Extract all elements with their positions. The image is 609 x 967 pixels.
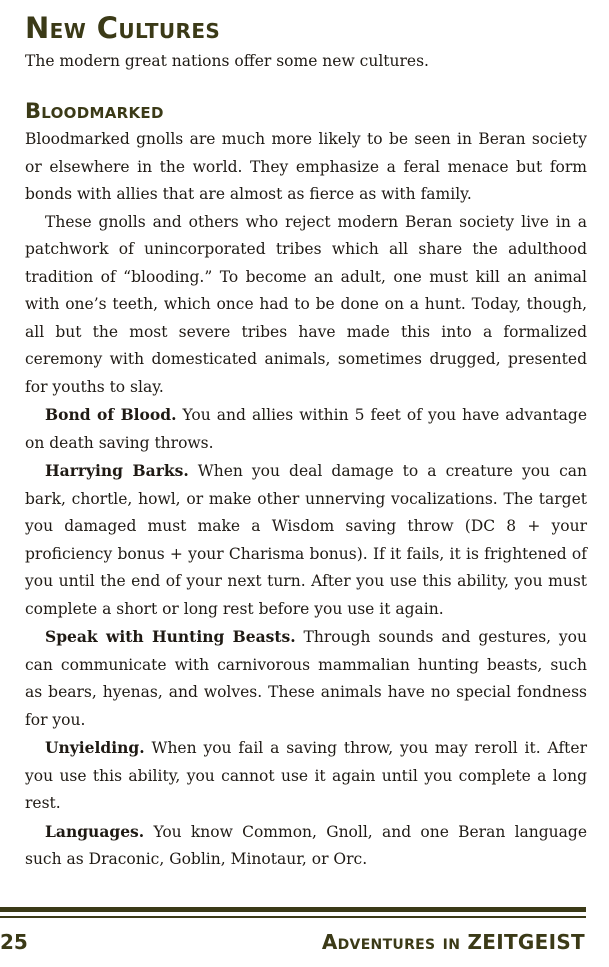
feature-speak-with-hunting-beasts <box>25 623 587 734</box>
feature-bond-of-blood <box>25 401 587 457</box>
section-intro: The modern great nations offer some new cultures. <box>25 52 429 70</box>
footer-rule <box>0 907 586 918</box>
feature-languages <box>25 818 587 874</box>
feature-unyielding <box>25 734 587 818</box>
feature-name: Harrying Barks. <box>45 461 189 480</box>
subsection-title: Bloodmarked <box>25 99 164 123</box>
feature-name: Speak with Hunting Beasts. <box>45 627 296 646</box>
feature-text: When you fail a saving throw, you may reroll it. After you use this ability, you cannot use it again until you complete a long rest. <box>25 739 587 812</box>
page-number: 25 <box>0 930 28 954</box>
page-content <box>25 10 587 874</box>
paragraph-2: These gnolls and others who reject modern Beran society live in a patchwork of unincorporated tribes which all share the adulthood tradition of “blooding.” To become an adult, one must kill an animal with one’s teeth, which once had to be done on a hunt. Today, though, all but the most severe tribes have made this into a formalized ceremony with domesticated animals, sometimes drugged, presented for youths to slay. <box>25 212 587 396</box>
paragraph-1: Bloodmarked gnolls are much more likely to be seen in Beran society or elsewhere in the world. They emphasize a feral menace but form bonds with allies that are almost as fierce as with family. <box>25 130 587 203</box>
feature-harrying-barks <box>25 457 587 623</box>
feature-text: You know Common, Gnoll, and one Beran language such as Draconic, Goblin, Minotaur, or Orc. <box>25 822 587 868</box>
footer-rule-thick <box>0 907 586 912</box>
feature-text: You and allies within 5 feet of you have advantage on death saving throws. <box>25 406 588 452</box>
feature-text: Through sounds and gestures, you can communicate with carnivorous mammalian hunting beasts, such as bears, hyenas, and wolves. These animals have no special fondness for you. <box>25 628 587 729</box>
section-title: New Cultures <box>25 11 221 45</box>
feature-name: Unyielding. <box>45 738 145 757</box>
feature-text: When you deal damage to a creature you can bark, chortle, howl, or make other unnerving vocalizations. The target you damaged must make a Wisdom saving throw (DC 8 + your proficiency bonus + your Charisma bonus). If it fails, it is frightened of you until the end of your next turn. After you use this ability, you must complete a short or long rest before you use it again. <box>25 462 587 618</box>
feature-name: Bond of Blood. <box>45 405 177 424</box>
book-title: Adventures in ZEITGEIST <box>321 930 585 954</box>
feature-name: Languages. <box>45 821 145 841</box>
footer-rule-thin <box>0 916 586 918</box>
